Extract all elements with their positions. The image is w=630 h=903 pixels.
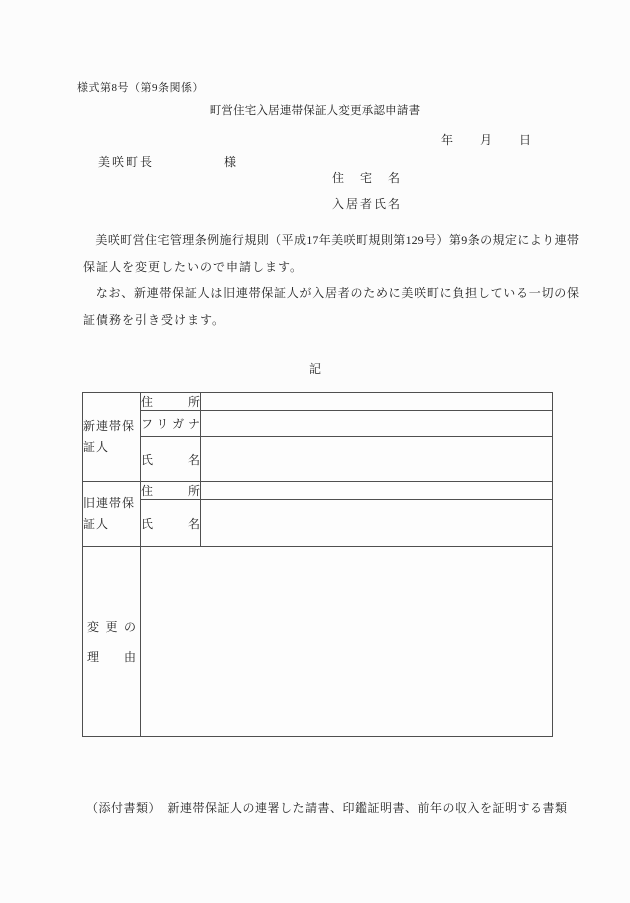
reason-value-cell (141, 547, 553, 737)
guarantor-table (82, 392, 553, 737)
application-body-text (83, 227, 579, 333)
addressee-line: 美咲町長 様 (98, 155, 239, 169)
page-title: 町営住宅入居連帯保証人変更承認申請書 (209, 105, 421, 117)
form-number: 様式第8号（第9条関係） (77, 82, 204, 94)
new-guarantor-furigana-label: フリガナ (141, 411, 201, 437)
new-guarantor-name-value (201, 437, 553, 482)
table-row (83, 482, 553, 500)
reason-label-line: 理由 (87, 649, 136, 664)
table-row (83, 411, 553, 437)
body-line: 保証人を変更したいので申請します。 (83, 259, 304, 274)
new-guarantor-group-label: 新連帯保証人 (83, 393, 141, 482)
reason-label-cell (83, 547, 141, 737)
table-row (83, 500, 553, 547)
reason-label-line: 変更の (87, 619, 136, 634)
record-heading: 記 (308, 362, 321, 376)
old-guarantor-name-value (201, 500, 553, 547)
new-guarantor-address-value (201, 393, 553, 411)
housing-name-label: 住 宅 名 (332, 171, 403, 185)
attachment-note: （添付書類） 新連帯保証人の連署した請書、印鑑証明書、前年の収入を証明する書類 (86, 801, 568, 815)
new-guarantor-furigana-value (201, 411, 553, 437)
table-row (83, 547, 553, 737)
date-line: 年 月 日 (441, 133, 533, 147)
old-guarantor-name-label: 氏名 (141, 500, 201, 547)
body-line: なお、新連帯保証人は旧連帯保証人が入居者のために美咲町に負担している一切の保 (83, 286, 579, 300)
table-row (83, 393, 553, 411)
body-line: 証債務を引き受けます。 (83, 312, 226, 327)
body-line: 美咲町営住宅管理条例施行規則（平成17年美咲町規則第129号）第9条の規定により連帯 (83, 233, 579, 247)
table-row (83, 437, 553, 482)
old-guarantor-address-value (201, 482, 553, 500)
new-guarantor-address-label: 住所 (141, 393, 201, 411)
resident-name-label: 入居者氏名 (332, 197, 403, 211)
new-guarantor-name-label: 氏名 (141, 437, 201, 482)
old-guarantor-address-label: 住所 (141, 482, 201, 500)
old-guarantor-group-label: 旧連帯保証人 (83, 482, 141, 547)
